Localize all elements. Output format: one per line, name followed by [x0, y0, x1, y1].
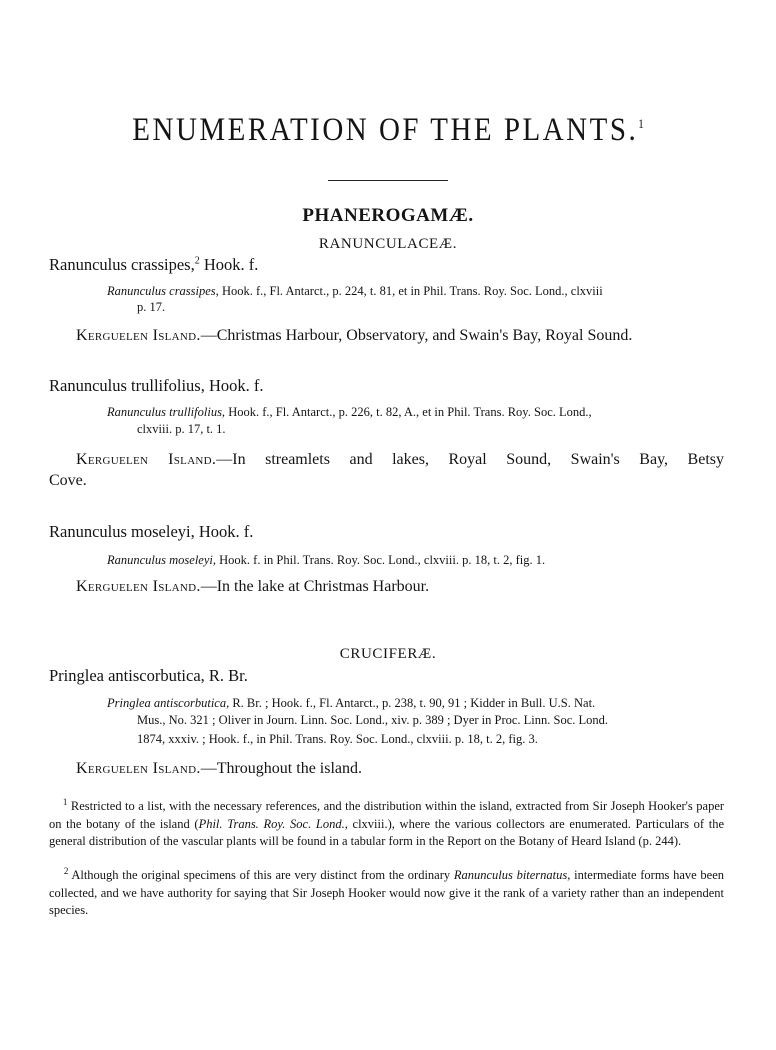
footnote-mark: 2 — [63, 866, 69, 876]
species-reference-continued: Mus., No. 321 ; Oliver in Journ. Linn. Soc. Lond., xiv. p. 389 ; Dyer in Proc. Linn. Soc. Lond. — [137, 713, 609, 727]
title-footnote-mark: 1 — [638, 118, 644, 132]
species-footnote-mark: 2 — [194, 255, 200, 267]
family-heading-ranunculaceae: RANUNCULACEÆ. — [318, 236, 458, 252]
species-distribution: Kerguelen Island.—In the lake at Christmas Harbour. — [76, 578, 430, 595]
species-reference: Ranunculus trullifolius, Hook. f., Fl. Antarct., p. 226, t. 82, A., et in Phil. Trans. Roy. Soc. Lond., — [107, 405, 592, 419]
species-distribution: Kerguelen Island.—Christmas Harbour, Observatory, and Swain's Bay, Royal Sound. — [76, 327, 633, 344]
species-distribution-continued: Cove. — [49, 472, 87, 489]
species-name: Pringlea antiscorbutica, R. Br. — [49, 666, 248, 685]
species-reference: Pringlea antiscorbutica, R. Br. ; Hook. f., Fl. Antarct., p. 238, t. 90, 91 ; Kidder in Bull. U.S. Nat. — [107, 696, 596, 710]
footnote-2: $^2$ Although the original specimens of this are very distinct from the ordinary Ranunculus biternatus, intermediate forms have been collected, and we have authority for saying that Sir Joseph Hooker would now give it the rank of a variety rather than an independent species. — [49, 866, 725, 918]
species-name: Ranunculus moseleyi, Hook. f. — [49, 522, 254, 541]
section-heading: PHANEROGAMÆ. — [302, 205, 474, 226]
footnote-1: $^1$ Restricted to a list, with the necessary references, and the distribution within the island, extracted from Sir Joseph Hooker's paper on the botany of the island (Phil. Trans. Roy. Soc. Lond., clxviii.), where the various collectors are enumerated. Particulars of the general distribution of the vascular plants will be found in a tabular form in the Report on the Botany of Heard Island (p. 244). — [49, 797, 725, 849]
species-reference-continued: 1874, xxxiv. ; Hook. f., in Phil. Trans. Roy. Soc. Lond., clxviii. p. 18, t. 2, fig. 3. — [137, 732, 538, 746]
species-reference: Ranunculus crassipes, Hook. f., Fl. Antarct., p. 224, t. 81, et in Phil. Trans. Roy. Soc. Lond., clxviii — [107, 284, 603, 298]
species-distribution: Kerguelen Island.—In streamlets and lakes, Royal Sound, Swain's Bay, Betsy — [76, 451, 725, 468]
species-reference: Ranunculus moseleyi, Hook. f. in Phil. Trans. Roy. Soc. Lond., clxviii. p. 18, t. 2, fig. 1. — [107, 553, 546, 567]
species-name: Ranunculus trullifolius, Hook. f. — [49, 376, 264, 395]
species-reference-continued: p. 17. — [137, 300, 166, 314]
species-reference-continued: clxviii. p. 17, t. 1. — [137, 422, 226, 436]
footnote-mark: 1 — [62, 797, 68, 807]
family-heading-cruciferae: CRUCIFERÆ. — [339, 646, 437, 662]
species-name: Ranunculus crassipes,$^2$ Hook. f. — [49, 255, 259, 274]
title-rule — [328, 180, 448, 181]
species-distribution: Kerguelen Island.—Throughout the island. — [76, 760, 363, 777]
page-title: ENUMERATION OF THE PLANTS.$^1$ — [132, 112, 644, 148]
